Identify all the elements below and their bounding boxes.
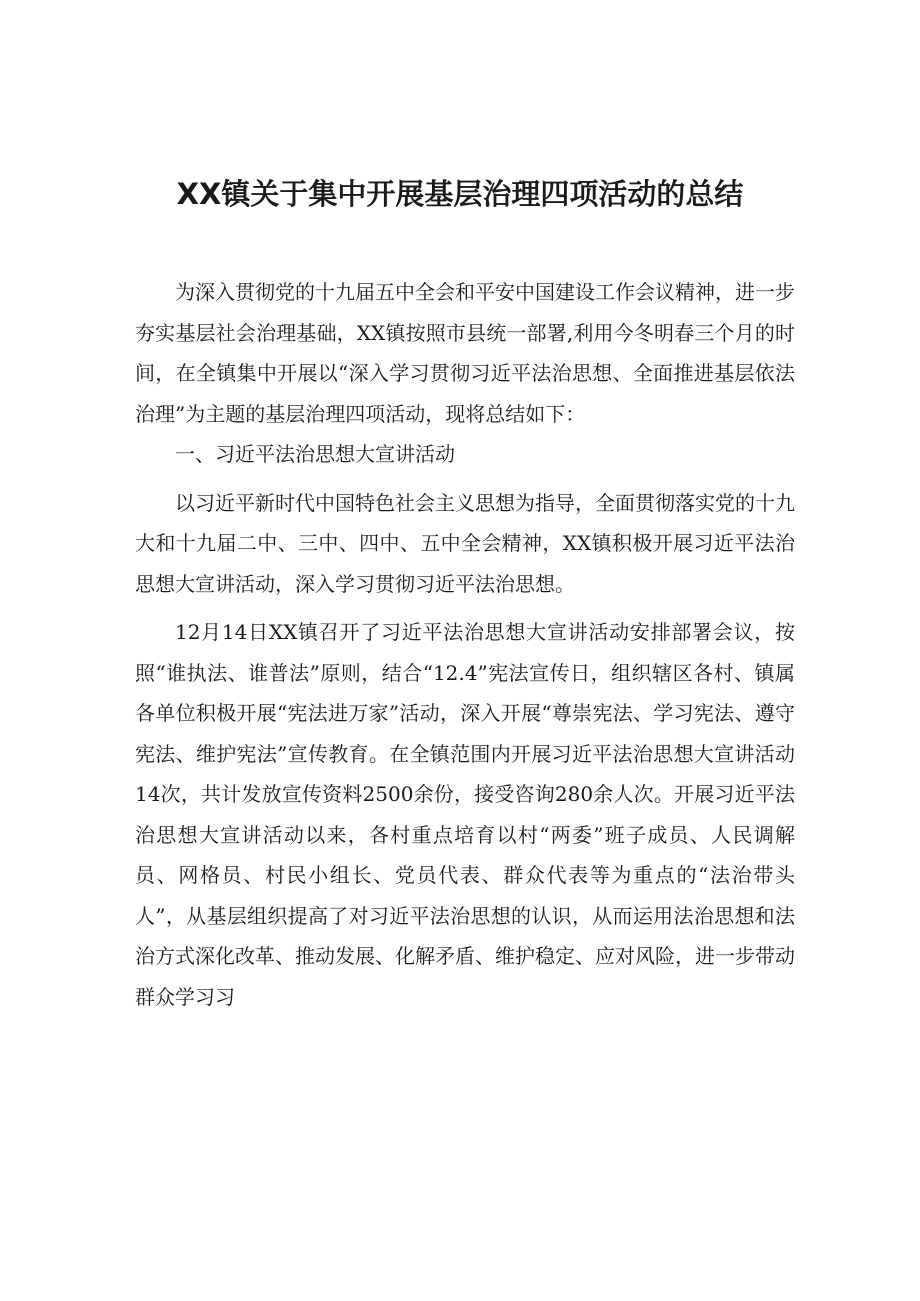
body-paragraph: 12月14日XX镇召开了习近平法治思想大宣讲活动安排部署会议，按照“谁执法、谁普法”原则，结合“12.4”宪法宣传日，组织辖区各村、镇属各单位积极开展“宪法进万家”活动，深入开展“尊崇宪法、学习宪法、遵守宪法、维护宪法”宣传教育。在全镇范围内开展习近平法治思想大宣讲活动14次，共计发放宣传资料2500余份，接受咨询280余人次。开展习近平法治思想大宣讲活动以来，各村重点培育以村“两委”班子成员、人民调解员、网格员、村民小组长、党员代表、群众代表等为重点的“法治带头人”，从基层组织提高了对习近平法治思想的认识，从而运用法治思想和法治方式深化改革、推动发展、化解矛盾、维护稳定、应对风险，进一步带动群众学习习	[135, 620, 795, 1009]
section-heading: 一、习近平法治思想大宣讲活动	[175, 442, 455, 466]
intro-paragraph: 为深入贯彻党的十九届五中全会和平安中国建设工作会议精神，进一步夯实基层社会治理基础，XX镇按照市县统一部署,利用今冬明春三个月的时间，在全镇集中开展以“深入学习贯彻习近平法治思想、全面推进基层依法治理”为主题的基层治理四项活动，现将总结如下：	[135, 280, 795, 426]
document-title: XX镇关于集中开展基层治理四项活动的总结	[176, 177, 744, 211]
document-body	[135, 272, 795, 1017]
body-paragraph: 以习近平新时代中国特色社会主义思想为指导，全面贯彻落实党的十九大和十九届二中、三中、四中、五中全会精神，XX镇积极开展习近平法治思想大宣讲活动，深入学习贯彻习近平法治思想。	[135, 490, 795, 596]
